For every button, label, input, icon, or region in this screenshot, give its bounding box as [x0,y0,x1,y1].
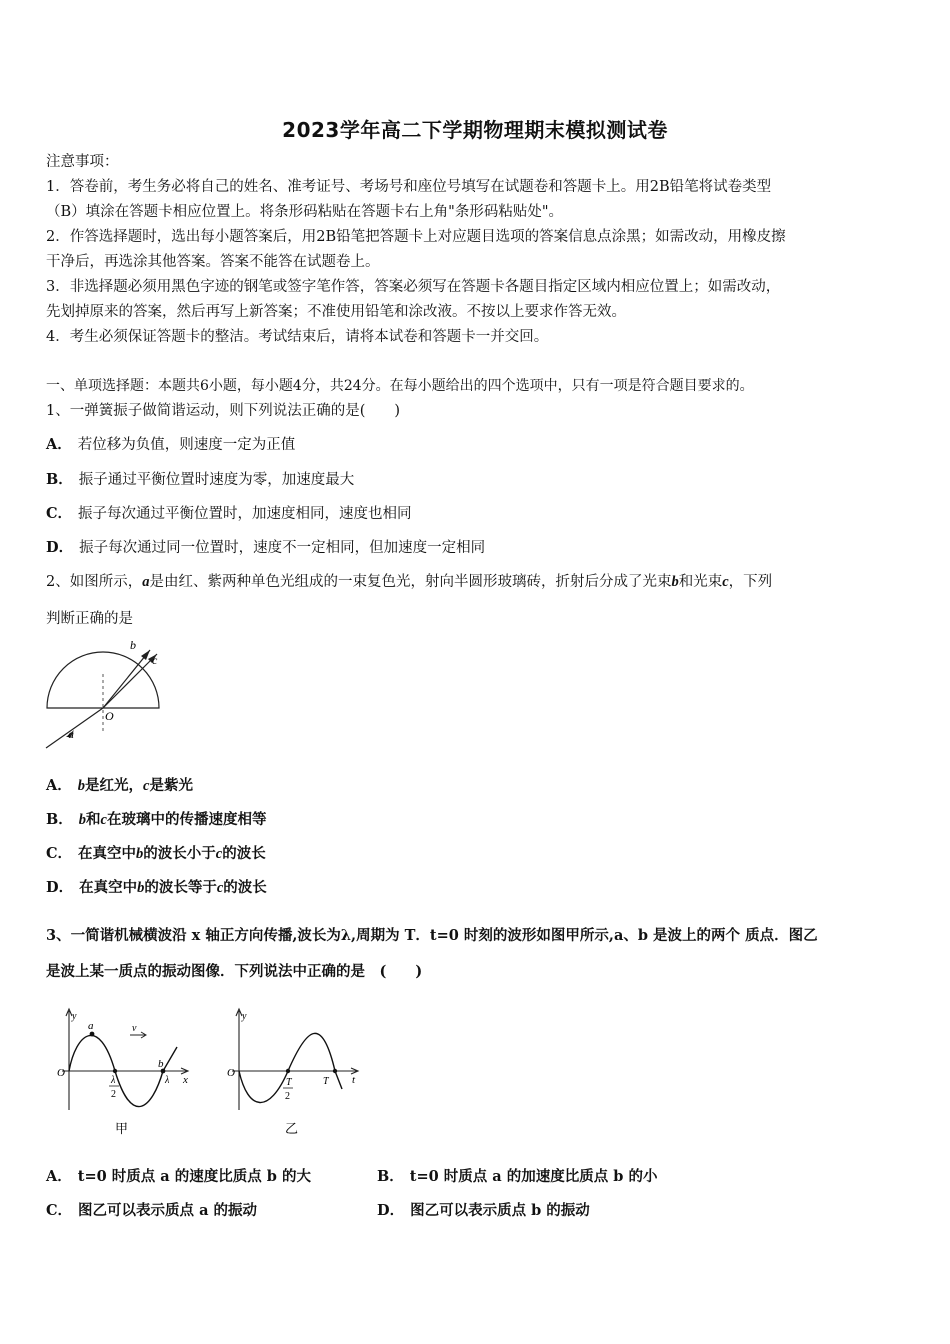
yi-caption: 乙 [285,1121,299,1136]
jia-a-label: a [88,1020,94,1032]
yi-t-label: t [352,1074,356,1086]
incident-ray-a [46,708,103,748]
q3-figure-jia [52,1005,202,1140]
jia-half-num: λ [111,1075,116,1086]
notice-heading: 注意事项： [46,154,119,170]
question-2-stem: 2、如图所示，a是由红、紫两种单色光组成的一束复色光，射向半圆形玻璃砖，折射后分成了光束b和光束c，下列 [46,574,773,590]
question-1-stem: 1、一弹簧振子做简谐运动，则下列说法正确的是( ) [46,403,401,419]
jia-v-label: v [132,1023,137,1034]
refracted-ray-b [103,650,150,708]
jia-point-a [90,1032,95,1037]
yi-half-num: T [286,1077,292,1088]
notice-line-4: 干净后，再选涂其他答案。答案不能答在试题卷上。 [46,254,380,270]
notice-line-6: 先划掉原来的答案，然后再写上新答案；不准使用铅笔和涂改液。不按以上要求作答无效。 [46,304,626,320]
notice-line-3: 2．作答选择题时，选出每小题答案后，用2B铅笔把答题卡上对应题目选项的答案信息点涂黑；如需改动，用橡皮擦 [46,229,786,245]
jia-origin-label: O [57,1067,65,1079]
q2-option-b: B． b和c在玻璃中的传播速度相等 [46,811,267,828]
jia-y-label: y [72,1011,77,1022]
yi-full-label: T [323,1076,329,1087]
page-title: 2023学年高二下学期物理期末模拟测试卷 [282,118,668,142]
jia-caption: 甲 [115,1121,129,1136]
q3-option-b: B． t=0 时质点 a 的加速度比质点 b 的小 [377,1168,658,1185]
yi-half-den: 2 [285,1091,290,1102]
label-o: O [105,709,114,723]
q2-option-d: D． 在真空中b的波长等于c的波长 [46,879,267,896]
yi-y-label: y [242,1011,247,1022]
question-2-stem-line2: 判断正确的是 [46,611,133,627]
notice-line-7: 4．考生必须保证答题卡的整洁。考试结束后，请将本试卷和答题卡一并交回。 [46,329,549,345]
jia-full-label: λ [165,1075,170,1086]
notice-line-5: 3．非选择题必须用黑色字迹的钢笔或签字笔作答，答案必须写在答题卡各题目指定区域内相应位置上；如需改动， [46,279,781,295]
section-heading: 一、单项选择题：本题共6小题，每小题4分，共24分。在每小题给出的四个选项中，只有一项是符合题目要求的。 [46,378,754,394]
notice-line-1: 1．答卷前，考生务必将自己的姓名、准考证号、考场号和座位号填写在试题卷和答题卡上。用2B铅笔将试卷类型 [46,179,772,195]
label-a: a [68,727,74,741]
label-c: c [152,653,158,667]
question-3-stem: 3、一简谐机械横波沿 x 轴正方向传播,波长为λ,周期为 T．t=0 时刻的波形如图甲所示,a、b 是波上的两个 质点．图乙 [46,927,818,944]
q3-option-c: C． 图乙可以表示质点 a 的振动 [46,1202,258,1219]
yi-vibration-curve [239,1033,342,1102]
q1-option-b: B． 振子通过平衡位置时速度为零，加速度最大 [46,471,355,488]
jia-b-label: b [158,1058,164,1070]
question-3-stem-line2: 是波上某一质点的振动图像．下列说法中正确的是 ( ) [46,963,423,980]
jia-half-den: 2 [111,1089,116,1100]
q2-option-a: A． b是红光，c是紫光 [46,777,193,794]
jia-x-label: x [183,1074,188,1086]
jia-half-marker [113,1069,117,1073]
label-b: b [130,638,136,652]
notice-line-2: （B）填涂在答题卡相应位置上。将条形码粘贴在答题卡右上角"条形码粘贴处"。 [46,204,563,220]
q2-option-c: C． 在真空中b的波长小于c的波长 [46,845,266,862]
yi-origin-label: O [227,1067,235,1079]
q1-option-c: C． 振子每次通过平衡位置时，加速度相同，速度也相同 [46,505,412,522]
yi-half-marker [286,1069,290,1073]
refracted-ray-c [103,654,157,708]
q1-option-a: A． 若位移为负值，则速度一定为正值 [46,436,296,453]
yi-full-marker [333,1069,337,1073]
q3-figure-yi [222,1005,372,1140]
q1-option-d: D． 振子每次通过同一位置时，速度不一定相同，但加速度一定相同 [46,539,486,556]
q2-figure-semicircle [40,634,170,754]
q3-option-d: D． 图乙可以表示质点 b 的振动 [377,1202,590,1219]
q3-option-a: A． t=0 时质点 a 的速度比质点 b 的大 [46,1168,311,1185]
